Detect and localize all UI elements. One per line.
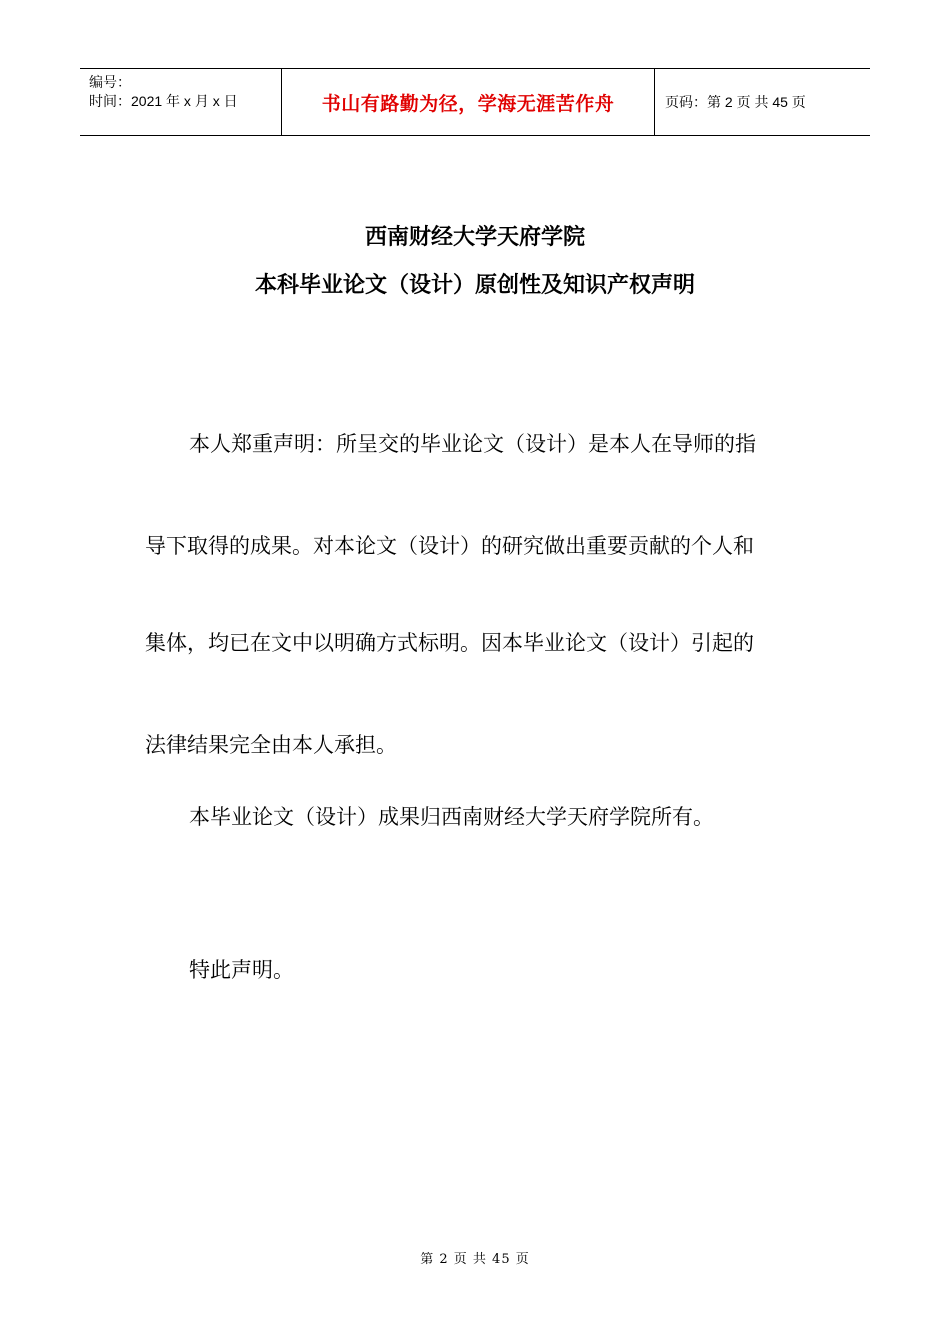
date-label: 时间：2021 年 x 月 x 日 [89,93,238,109]
document-title-declaration: 本科毕业论文（设计）原创性及知识产权声明 [254,273,695,298]
motto-text: 书山有路勤为径，学海无涯苦作舟 [321,92,615,115]
page-header-table [80,68,870,136]
paragraph2-ownership: 本毕业论文（设计）成果归西南财经大学天府学院所有。 [189,805,714,829]
paragraph1-line3: 集体，均已在文中以明确方式标明。因本毕业论文（设计）引起的 [145,631,754,655]
header-meta-cell [80,69,282,135]
page-footer-number: 第 2 页 共 45 页 [420,1252,530,1267]
paragraph1-line4: 法律结果完全由本人承担。 [145,733,397,757]
header-page-cell [655,69,870,135]
paragraph1-line1: 本人郑重声明：所呈交的毕业论文（设计）是本人在导师的指 [189,432,756,456]
closing-statement: 特此声明。 [189,958,294,982]
paragraph1-line2: 导下取得的成果。对本论文（设计）的研究做出重要贡献的个人和 [145,534,754,558]
header-motto-cell [282,69,655,135]
serial-number-label: 编号： [89,74,131,90]
header-page-info: 页码：第 2 页 共 45 页 [665,94,806,110]
document-title-institution: 西南财经大学天府学院 [364,225,585,250]
